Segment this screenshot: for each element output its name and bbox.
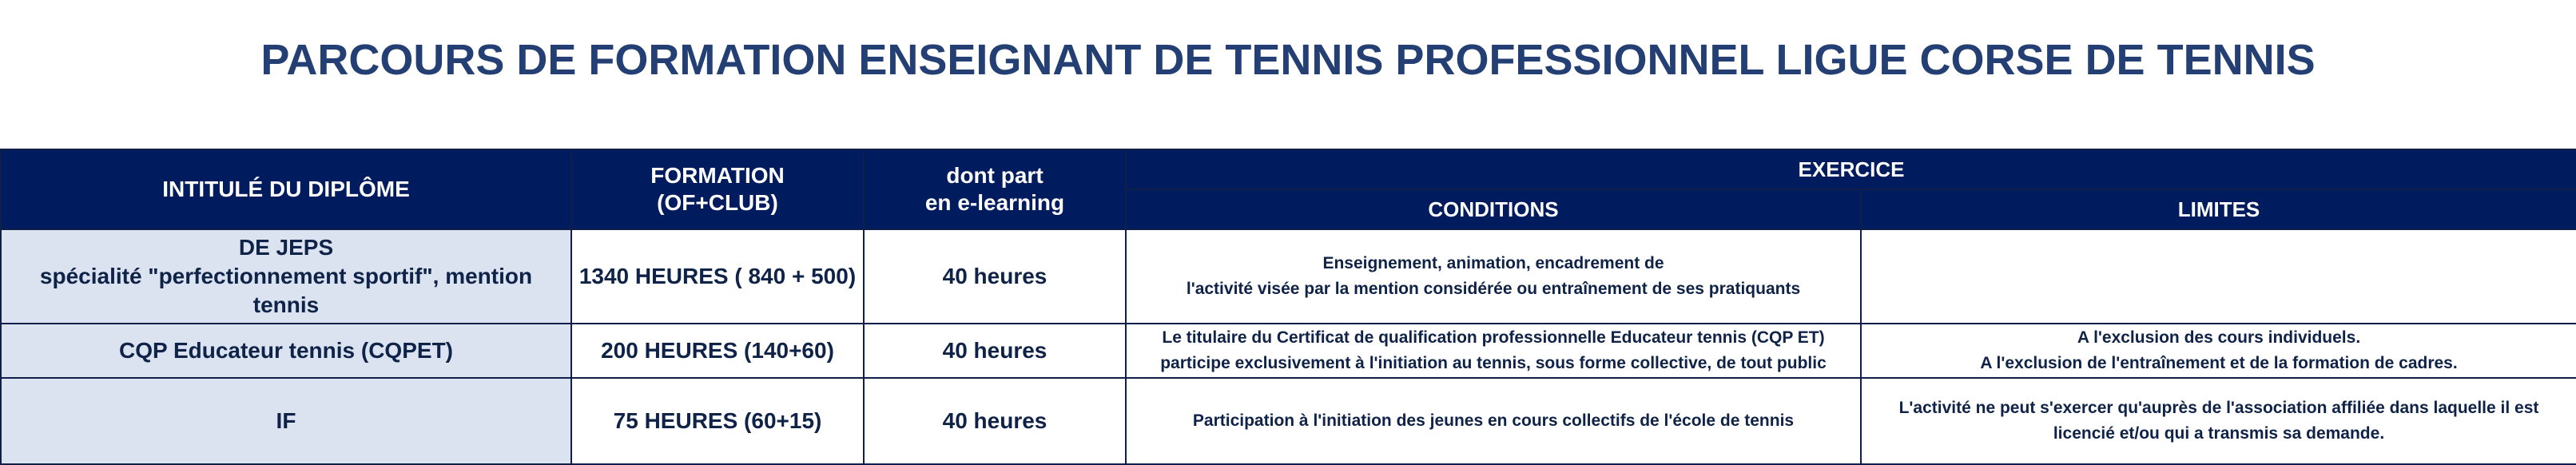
conditions-cell: Participation à l'initiation des jeunes en cours collectifs de l'école de tennis xyxy=(1126,378,1861,464)
elearning-cell: 40 heures xyxy=(864,229,1126,324)
header-formation-line2: (OF+CLUB) xyxy=(657,190,778,215)
header-row-top xyxy=(1,149,2576,189)
elearning-cell: 40 heures xyxy=(864,324,1126,378)
limites-cell xyxy=(1861,229,2576,324)
page-title: PARCOURS DE FORMATION ENSEIGNANT DE TENNIS PROFESSIONNEL LIGUE CORSE DE TENNIS xyxy=(260,36,2316,84)
header-formation xyxy=(571,149,864,229)
header-conditions: CONDITIONS xyxy=(1126,189,1861,229)
limites-line: licencié et/ou qui a transmis sa demande. xyxy=(2053,424,2385,443)
diploma-cell: CQP Educateur tennis (CQPET) xyxy=(1,324,571,378)
header-elearning xyxy=(864,149,1126,229)
formation-cell: 200 HEURES (140+60) xyxy=(571,324,864,378)
formation-cell: 1340 HEURES ( 840 + 500) xyxy=(571,229,864,324)
header-diploma: INTITULÉ DU DIPLÔME xyxy=(1,149,571,229)
table-row-if xyxy=(1,378,2576,464)
table-row-dejeps xyxy=(1,229,2576,324)
conditions-cell xyxy=(1126,324,1861,378)
formation-cell: 75 HEURES (60+15) xyxy=(571,378,864,464)
diploma-line: DE JEPS xyxy=(238,235,334,260)
header-elearning-line2: en e-learning xyxy=(924,190,1065,215)
diploma-cell: IF xyxy=(1,378,571,464)
header-limites: LIMITES xyxy=(1861,189,2576,229)
conditions-line: Enseignement, animation, encadrement de xyxy=(1322,254,1664,272)
training-table xyxy=(0,149,2576,465)
header-formation-line1: FORMATION xyxy=(650,163,785,188)
limites-line: L'activité ne peut s'exercer qu'auprès de l'association affiliée dans laquelle il est xyxy=(1898,399,2539,417)
header-exercice: EXERCICE xyxy=(1126,149,2576,189)
header-elearning-line1: dont part xyxy=(946,163,1044,188)
diploma-cell xyxy=(1,229,571,324)
diploma-line: spécialité "perfectionnement sportif", mention xyxy=(39,264,533,288)
table-row-cqpet xyxy=(1,324,2576,378)
conditions-cell xyxy=(1126,229,1861,324)
limites-line: A l'exclusion des cours individuels. xyxy=(2077,328,2361,347)
elearning-cell: 40 heures xyxy=(864,378,1126,464)
limites-cell xyxy=(1861,378,2576,464)
conditions-line: l'activité visée par la mention considérée ou entraînement de ses pratiquants xyxy=(1186,280,1801,298)
diploma-line: tennis xyxy=(252,292,320,317)
conditions-line: Le titulaire du Certificat de qualification professionnelle Educateur tennis (CQP ET) xyxy=(1162,328,1825,347)
conditions-line: participe exclusivement à l'initiation au tennis, sous forme collective, de tout public xyxy=(1160,354,1827,372)
limites-cell xyxy=(1861,324,2576,378)
limites-line: A l'exclusion de l'entraînement et de la formation de cadres. xyxy=(1980,354,2458,372)
